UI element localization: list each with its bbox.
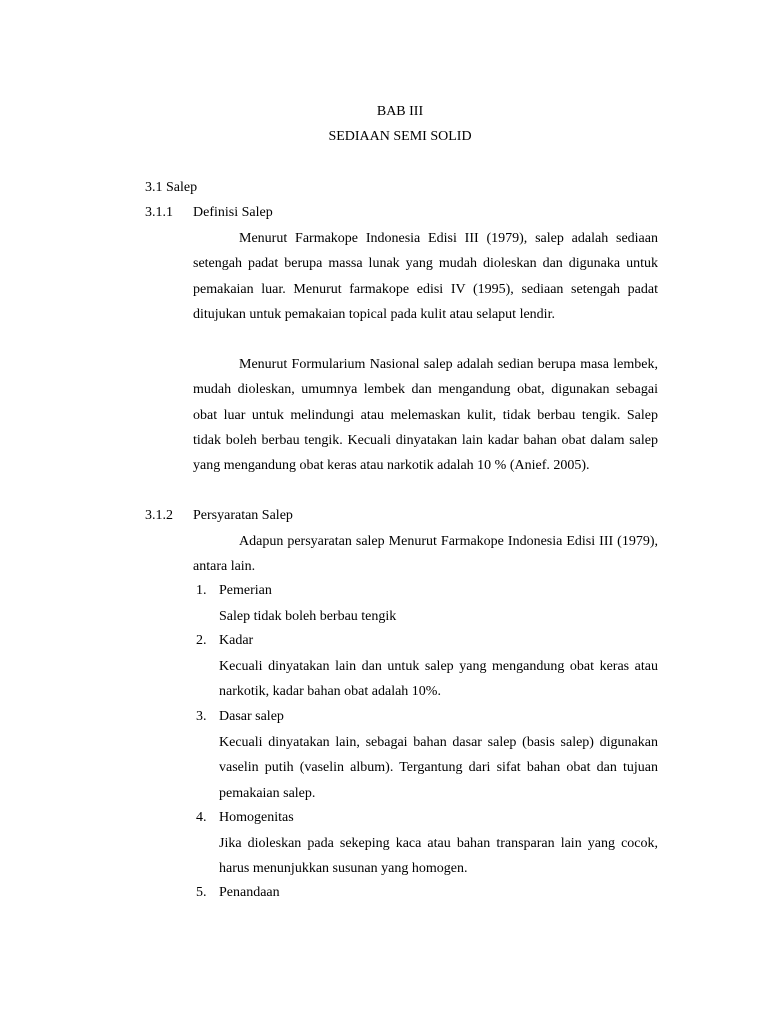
- list-title: Pemerian: [219, 583, 272, 598]
- list-title: Penandaan: [219, 885, 280, 900]
- section-number: 3.1.1: [145, 205, 173, 220]
- list-item: [196, 633, 253, 649]
- paragraph-text: Menurut Farmakope Indonesia Edisi III (1979), salep adalah sediaan setengah padat berupa massa lunak yang mudah dioleskan dan digunaka untuk pemakaian luar. Menurut farmakope edisi IV (1995), sediaan setengah padat ditujukan untuk pemakaian topical pada kulit atau selaput lendir.: [193, 231, 658, 322]
- list-item: [196, 810, 294, 826]
- chapter-title: SEDIAAN SEMI SOLID: [328, 129, 472, 144]
- list-number: 4.: [196, 810, 207, 825]
- list-item: [196, 583, 272, 599]
- list-number: 3.: [196, 709, 207, 724]
- list-item-text: Kecuali dinyatakan lain dan untuk salep yang mengandung obat keras atau narkotik, kadar bahan obat adalah 10%.: [219, 659, 658, 700]
- section-number: 3.1.2: [145, 508, 173, 523]
- definisi-paragraph-1: [193, 226, 658, 327]
- list-title: Homogenitas: [219, 810, 294, 825]
- definisi-paragraph-2: [193, 352, 658, 478]
- list-number: 5.: [196, 885, 207, 900]
- list-title: Dasar salep: [219, 709, 284, 724]
- section-title: Persyaratan Salep: [193, 508, 293, 523]
- section-3-1-2-heading: [145, 508, 293, 524]
- section-3-1-heading: 3.1 Salep: [145, 180, 198, 195]
- list-title: Kadar: [219, 633, 254, 648]
- section-3-1-1-heading: [145, 205, 273, 221]
- section-title: Definisi Salep: [193, 205, 273, 220]
- list-item: [196, 709, 284, 725]
- list-item-text: Salep tidak boleh berbau tengik: [219, 609, 397, 624]
- paragraph-text: Adapun persyaratan salep Menurut Farmakope Indonesia Edisi III (1979), antara lain.: [193, 534, 658, 575]
- paragraph-text: Menurut Formularium Nasional salep adalah sedian berupa masa lembek, mudah dioleskan, umumnya lembek dan mengandung obat, digunakan sebagai obat luar untuk melindungi atau melemaskan kulit, tidak berbau tengik. Salep tidak boleh berbau tengik. Kecuali dinyatakan lain kadar bahan obat dalam salep yang mengandung obat keras atau narkotik adalah 10 % (Anief. 2005).: [193, 357, 658, 474]
- list-item: [196, 885, 280, 901]
- list-number: 2.: [196, 633, 207, 648]
- persyaratan-intro: [193, 529, 658, 580]
- list-item-text: Jika dioleskan pada sekeping kaca atau bahan transparan lain yang cocok, harus menunjukkan susunan yang homogen.: [219, 836, 658, 877]
- chapter-heading: BAB III: [376, 104, 424, 119]
- list-number: 1.: [196, 583, 207, 598]
- list-item-text: Kecuali dinyatakan lain, sebagai bahan dasar salep (basis salep) digunakan vaselin putih (vaselin album). Tergantung dari sifat bahan obat dan tujuan pemakaian salep.: [219, 735, 658, 801]
